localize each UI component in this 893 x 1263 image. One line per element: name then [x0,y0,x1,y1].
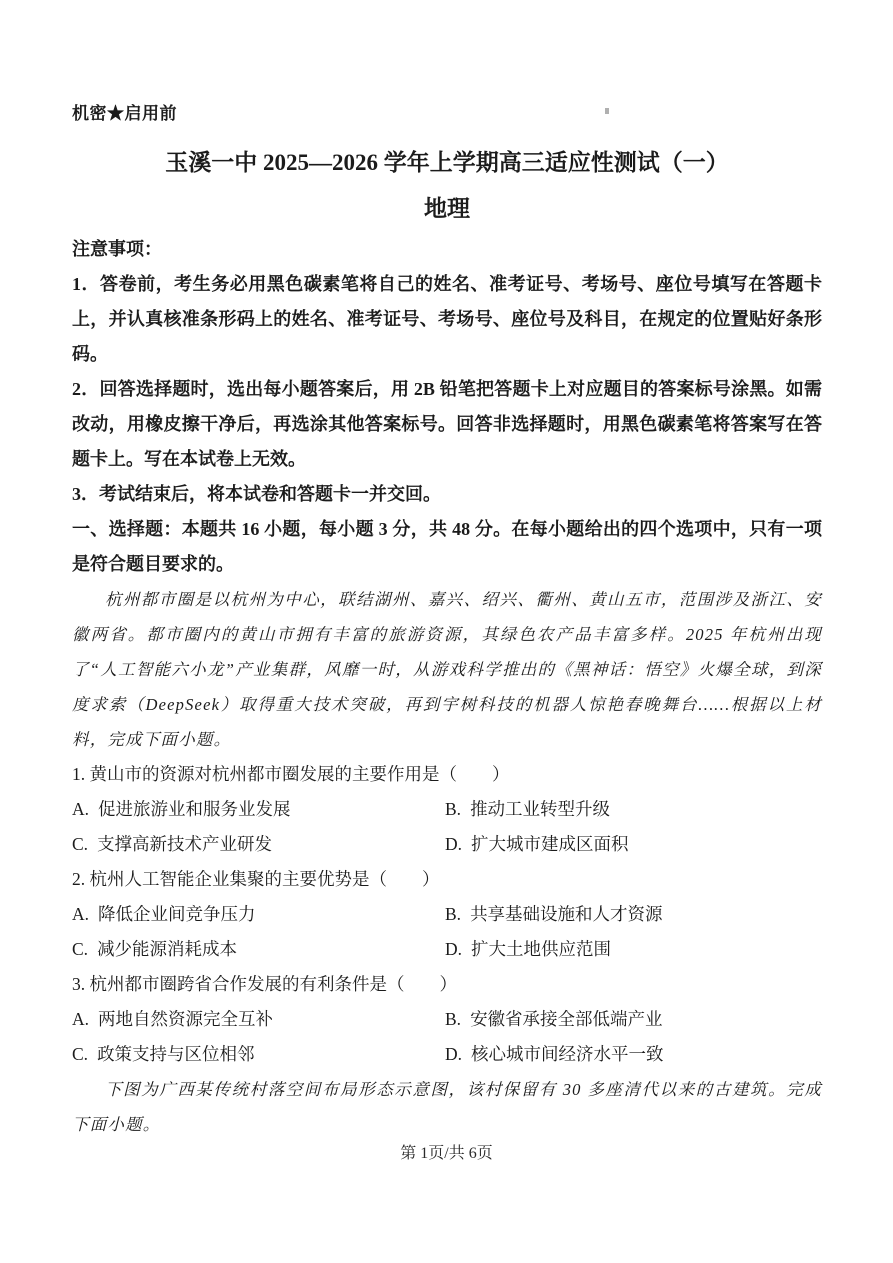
question-2-stem: 2. 杭州人工智能企业集聚的主要优势是（ ） [72,869,440,889]
option-text: 共享基础设施和人才资源 [470,904,663,924]
question-2-option-d [445,932,822,967]
question-3 [72,967,822,1072]
notice-heading: 注意事项： [72,239,162,259]
question-1-option-d [445,827,822,862]
section-one-heading: 一、选择题：本题共 16 小题，每小题 3 分，共 48 分。在每小题给出的四个选项中，只有一项是符合题目要求的。 [72,519,822,574]
option-text: 降低企业间竞争压力 [98,904,256,924]
question-1-options-row-1 [72,792,822,827]
passage-guangxi: 下图为广西某传统村落空间布局形态示意图，该村保留有 30 多座清代以来的古建筑。完成下面小题。 [72,1080,822,1134]
question-1-option-b [445,792,822,827]
option-text: 安徽省承接全部低端产业 [470,1009,663,1029]
question-3-option-d [445,1037,822,1072]
option-text: 政策支持与区位相邻 [97,1044,255,1064]
option-text: 扩大城市建成区面积 [471,834,629,854]
question-3-option-b [445,1002,822,1037]
question-1-option-c [72,827,445,862]
question-3-stem: 3. 杭州都市圈跨省合作发展的有利条件是（ ） [72,974,457,994]
question-3-options-row-2 [72,1037,822,1072]
question-3-option-c [72,1037,445,1072]
option-label: B. [445,799,462,819]
option-text: 支撑高新技术产业研发 [97,834,273,854]
page-number: 第 1页/共 6页 [400,1145,493,1162]
question-1-stem: 1. 黄山市的资源对杭州都市圈发展的主要作用是（ ） [72,764,510,784]
question-2-options-row-1 [72,897,822,932]
option-label: B. [445,1009,462,1029]
question-2 [72,862,822,967]
question-3-options-row-1 [72,1002,822,1037]
option-text: 促进旅游业和服务业发展 [98,799,291,819]
notice-item-1: 1．答卷前，考生务必用黑色碳素笔将自己的姓名、准考证号、考场号、座位号填写在答题卡上，并认真核准条形码上的姓名、准考证号、考场号、座位号及科目，在规定的位置贴好条形码。 [72,274,822,364]
exam-body [72,232,822,1142]
page-content [72,104,822,1142]
option-label: C. [72,834,89,854]
option-label: C. [72,1044,89,1064]
passage-hangzhou: 杭州都市圈是以杭州为中心，联结湖州、嘉兴、绍兴、衢州、黄山五市，范围涉及浙江、安徽两省。都市圈内的黄山市拥有丰富的旅游资源，其绿色农产品丰富多样。2025 年杭州出现了“人工智能六小龙”产业集群，风靡一时，从游戏科学推出的《黑神话：悟空》火爆全球，到深度求索（DeepSeek）取得重大技术突破，再到宇树科技的机器人惊艳春晚舞台……根据以上材料，完成下面小题。 [72,590,822,749]
option-label: A. [72,1009,90,1029]
option-label: B. [445,904,462,924]
question-1-option-a [72,792,445,827]
question-2-option-a [72,897,445,932]
option-text: 扩大土地供应范围 [471,939,612,959]
question-2-option-c [72,932,445,967]
option-label: A. [72,799,90,819]
option-label: D. [445,834,463,854]
subject-title: 地理 [424,196,470,221]
security-marking: 机密★启用前 [72,104,177,123]
option-label: D. [445,1044,463,1064]
question-1 [72,757,822,862]
option-text: 推动工业转型升级 [470,799,611,819]
question-3-option-a [72,1002,445,1037]
question-2-option-b [445,897,822,932]
option-label: D. [445,939,463,959]
notice-item-3: 3．考试结束后，将本试卷和答题卡一并交回。 [72,484,441,504]
option-text: 两地自然资源完全互补 [98,1009,274,1029]
question-2-options-row-2 [72,932,822,967]
option-label: C. [72,939,89,959]
option-label: A. [72,904,90,924]
notice-item-2: 2．回答选择题时，选出每小题答案后，用 2B 铅笔把答题卡上对应题目的答案标号涂黑。如需改动，用橡皮擦干净后，再选涂其他答案标号。回答非选择题时，用黑色碳素笔将答案写在答题卡上。写在本试卷上无效。 [72,379,822,469]
exam-title: 玉溪一中 2025—2026 学年上学期高三适应性测试（一） [165,150,729,175]
option-text: 减少能源消耗成本 [97,939,238,959]
question-1-options-row-2 [72,827,822,862]
option-text: 核心城市间经济水平一致 [471,1044,664,1064]
